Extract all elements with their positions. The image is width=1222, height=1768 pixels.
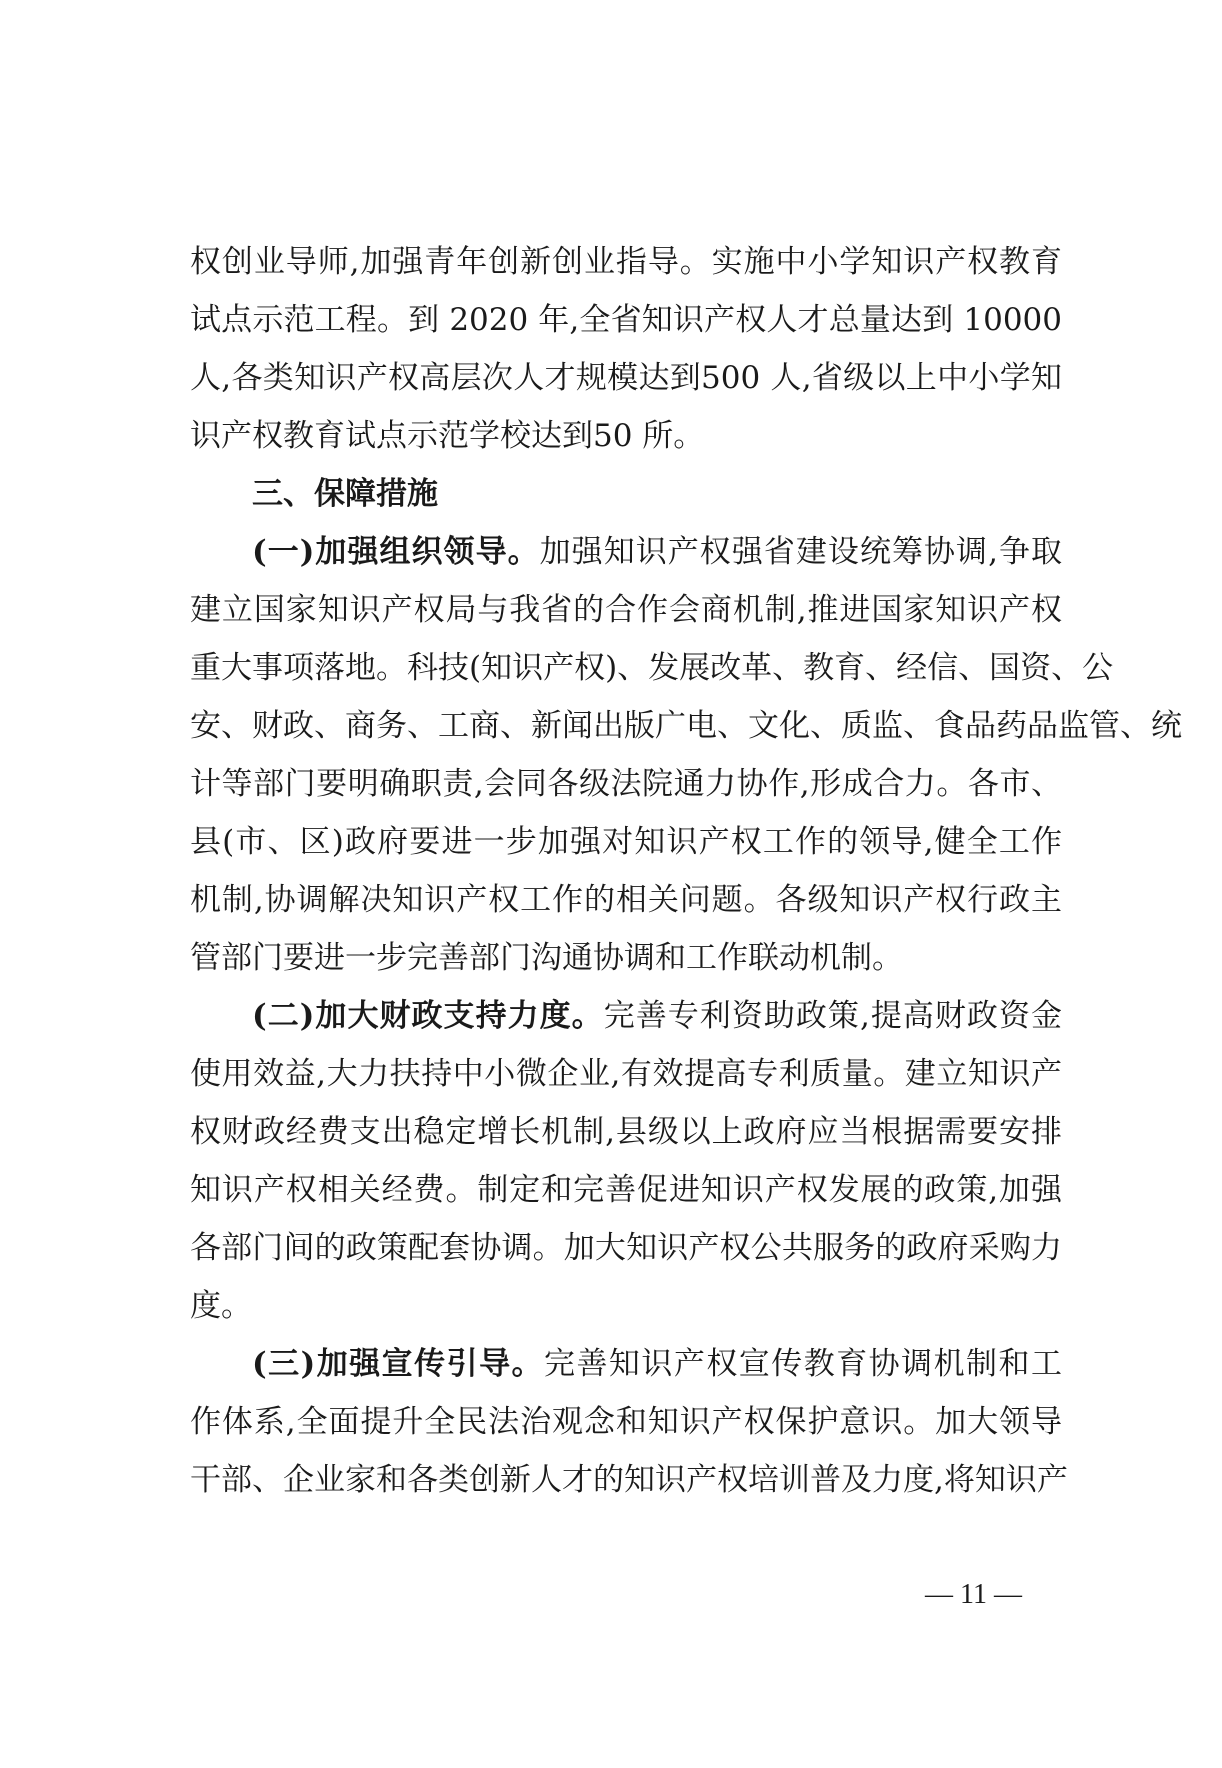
paragraph-measure-2	[190, 987, 1062, 1335]
text-line: 安、财政、商务、工商、新闻出版广电、文化、质监、食品药品监管、统	[190, 708, 1182, 744]
text-line: 管部门要进一步完善部门沟通协调和工作联动机制。	[190, 940, 903, 976]
paragraph-lead: (三)加强宣传引导。	[252, 1346, 544, 1382]
text-line: 权创业导师,加强青年创新创业指导。实施中小学知识产权教育	[190, 244, 1062, 280]
text-line: 建立国家知识产权局与我省的合作会商机制,推进国家知识产权	[190, 592, 1062, 628]
paragraph-first-line	[190, 987, 1062, 1045]
text-line: 使用效益,大力扶持中小微企业,有效提高专利质量。建立知识产	[190, 1056, 1062, 1092]
text-line: 权财政经费支出稳定增长机制,县级以上政府应当根据需要安排	[190, 1114, 1062, 1150]
paragraph-first-line-text: 完善知识产权宣传教育协调机制和工	[544, 1346, 1062, 1382]
paragraph-measure-1	[190, 523, 1182, 987]
paragraph-first-line	[190, 1335, 1062, 1393]
text-line: 各部门间的政策配套协调。加大知识产权公共服务的政府采购力	[190, 1230, 1062, 1266]
text-line: 县(市、区)政府要进一步加强对知识产权工作的领导,健全工作	[190, 824, 1062, 860]
paragraph-first-line-text: 加强知识产权强省建设统筹协调,争取	[539, 534, 1062, 570]
section-heading-block	[190, 465, 1062, 523]
text-line: 干部、企业家和各类创新人才的知识产权培训普及力度,将知识产	[190, 1462, 1068, 1498]
page-number: — 11 —	[925, 1579, 1022, 1610]
paragraph-first-line	[190, 523, 1062, 581]
text-line: 作体系,全面提升全民法治观念和知识产权保护意识。加大领导	[190, 1404, 1062, 1440]
text-line: 识产权教育试点示范学校达到50 所。	[190, 418, 705, 454]
text-line: 机制,协调解决知识产权工作的相关问题。各级知识产权行政主	[190, 882, 1062, 918]
section-heading: 三、保障措施	[252, 476, 438, 512]
text-line: 试点示范工程。到 2020 年,全省知识产权人才总量达到 10000	[190, 302, 1062, 338]
text-line: 计等部门要明确职责,会同各级法院通力协作,形成合力。各市、	[190, 766, 1062, 802]
paragraph-lead: (二)加大财政支持力度。	[252, 998, 604, 1034]
paragraph-measure-3	[190, 1335, 1068, 1509]
text-line: 度。	[190, 1288, 252, 1324]
text-line: 人,各类知识产权高层次人才规模达到500 人,省级以上中小学知	[190, 360, 1062, 396]
text-line: 重大事项落地。科技(知识产权)、发展改革、教育、经信、国资、公	[190, 650, 1114, 686]
text-line: 知识产权相关经费。制定和完善促进知识产权发展的政策,加强	[190, 1172, 1062, 1208]
paragraph-lead: (一)加强组织领导。	[252, 534, 540, 570]
paragraph-continuation	[190, 233, 1062, 465]
paragraph-first-line-text: 完善专利资助政策,提高财政资金	[603, 998, 1062, 1034]
